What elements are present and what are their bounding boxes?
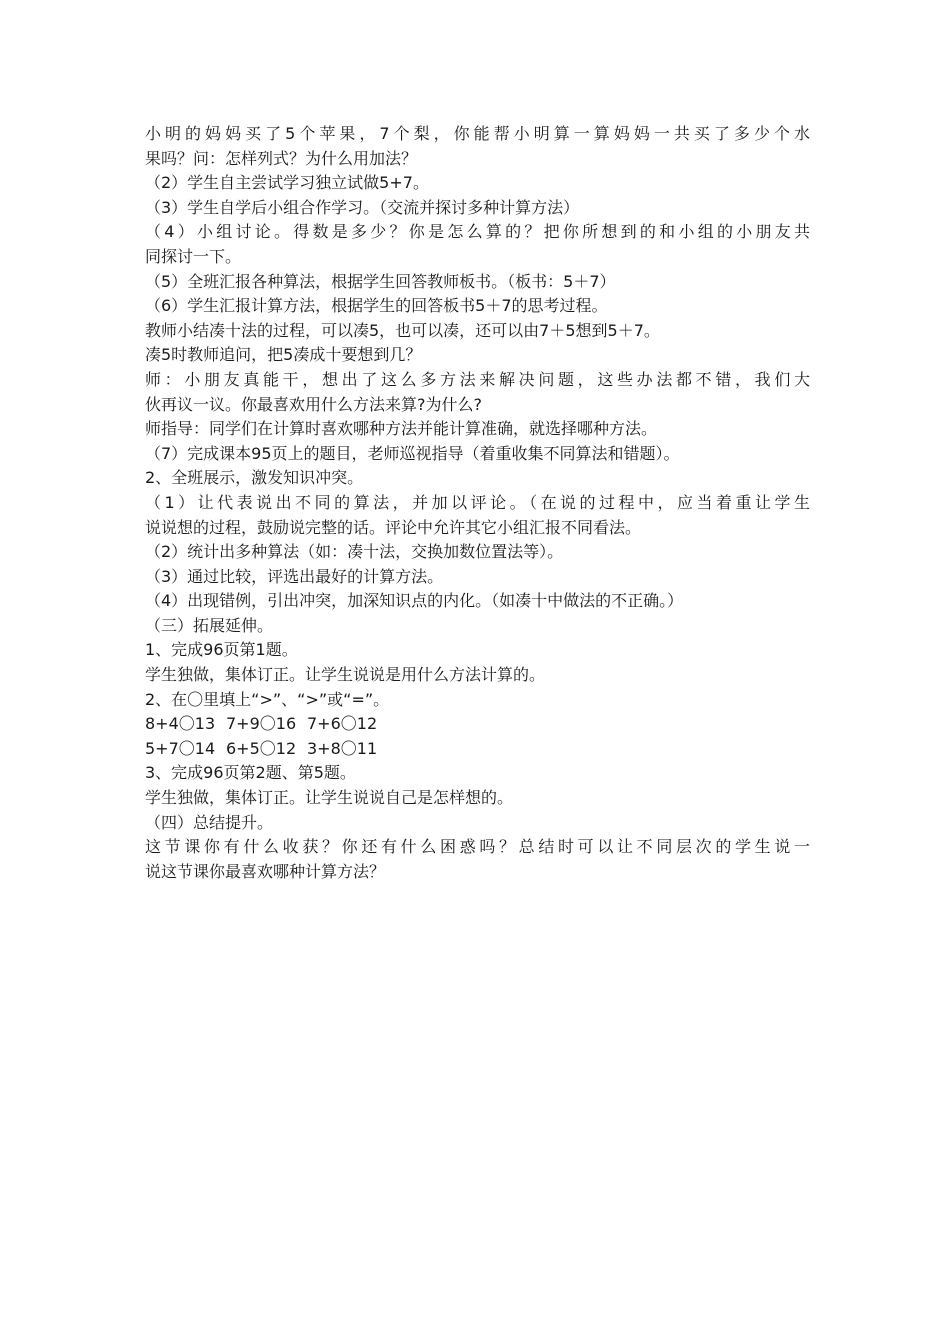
paragraph-line: 说说想的过程，鼓励说完整的话。评论中允许其它小组汇报不同看法。	[145, 517, 642, 537]
paragraph-line: 果吗？问：怎样列式？为什么用加法？	[145, 148, 418, 168]
paragraph-line: 伙再议一议。你最喜欢用什么方法来算?为什么?	[145, 394, 482, 414]
section-heading: 2、全班展示，激发知识冲突。	[145, 468, 364, 488]
exercise-item: 5+7〇14	[145, 738, 216, 758]
section-heading: （四）总结提升。	[145, 812, 274, 832]
paragraph-line: （5）全班汇报各种算法，根据学生回答教师板书。（板书：5＋7）	[145, 271, 616, 291]
paragraph-line: 2、在〇里填上“>”、“>”或“=”。	[145, 689, 390, 709]
paragraph-line: （6）学生汇报计算方法，根据学生的回答板书5＋7的思考过程。	[145, 296, 608, 316]
paragraph-line: 3、完成96页第2题、第5题。	[145, 763, 356, 783]
paragraph-line: 学生独做，集体订正。让学生说说自己是怎样想的。	[145, 788, 514, 808]
paragraph-line: 这节课你有什么收获？你还有什么困惑吗？总结时可以让不同层次的学生说一	[145, 837, 810, 857]
paragraph-line: 师：小朋友真能干，想出了这么多方法来解决问题，这些办法都不错，我们大	[145, 369, 810, 389]
exercise-item: 7+6〇12	[307, 714, 378, 734]
exercise-row	[145, 712, 810, 737]
paragraph-line: （3）通过比较，评选出最好的计算方法。	[145, 566, 444, 586]
exercise-item: 3+8〇11	[307, 738, 378, 758]
paragraph-line: 说这节课你最喜欢哪种计算方法？	[145, 861, 386, 881]
paragraph-line: （1）让代表说出不同的算法，并加以评论。（在说的过程中，应当着重让学生	[145, 492, 810, 512]
document-body	[145, 122, 810, 884]
paragraph-line: 小明的妈妈买了5个苹果，7个梨，你能帮小明算一算妈妈一共买了多少个水	[145, 124, 810, 143]
paragraph-line: 学生独做，集体订正。让学生说说是用什么方法计算的。	[145, 665, 546, 685]
paragraph-line: （4）出现错例，引出冲突，加深知识点的内化。（如凑十中做法的不正确。）	[145, 591, 684, 611]
paragraph-line: 同探讨一下。	[145, 246, 242, 266]
paragraph-line: （3）学生自学后小组合作学习。（交流并探讨多种计算方法）	[145, 197, 580, 217]
paragraph-line: 1、完成96页第1题。	[145, 640, 298, 660]
paragraph-line: （7）完成课本95页上的题目，老师巡视指导（着重收集不同算法和错题）。	[145, 443, 680, 463]
exercise-item: 6+5〇12	[226, 738, 297, 758]
paragraph-line: （2）学生自主尝试学习独立试做5+7。	[145, 173, 429, 193]
section-heading: （三）拓展延伸。	[145, 615, 274, 635]
exercise-item: 7+9〇16	[226, 714, 297, 734]
exercise-item: 8+4〇13	[145, 714, 216, 734]
paragraph-line: （4）小组讨论。得数是多少？你是怎么算的？把你所想到的和小组的小朋友共	[145, 222, 810, 242]
paragraph-line: 师指导：同学们在计算时喜欢哪种方法并能计算准确，就选择哪种方法。	[145, 419, 658, 439]
paragraph-line: 教师小结凑十法的过程，可以凑5，也可以凑，还可以由7＋5想到5＋7。	[145, 320, 660, 340]
paragraph-line: 凑5时教师追问，把5凑成十要想到几？	[145, 345, 422, 365]
paragraph-line: （2）统计出多种算法（如：凑十法，交换加数位置法等）。	[145, 542, 564, 562]
exercise-row	[145, 737, 810, 762]
